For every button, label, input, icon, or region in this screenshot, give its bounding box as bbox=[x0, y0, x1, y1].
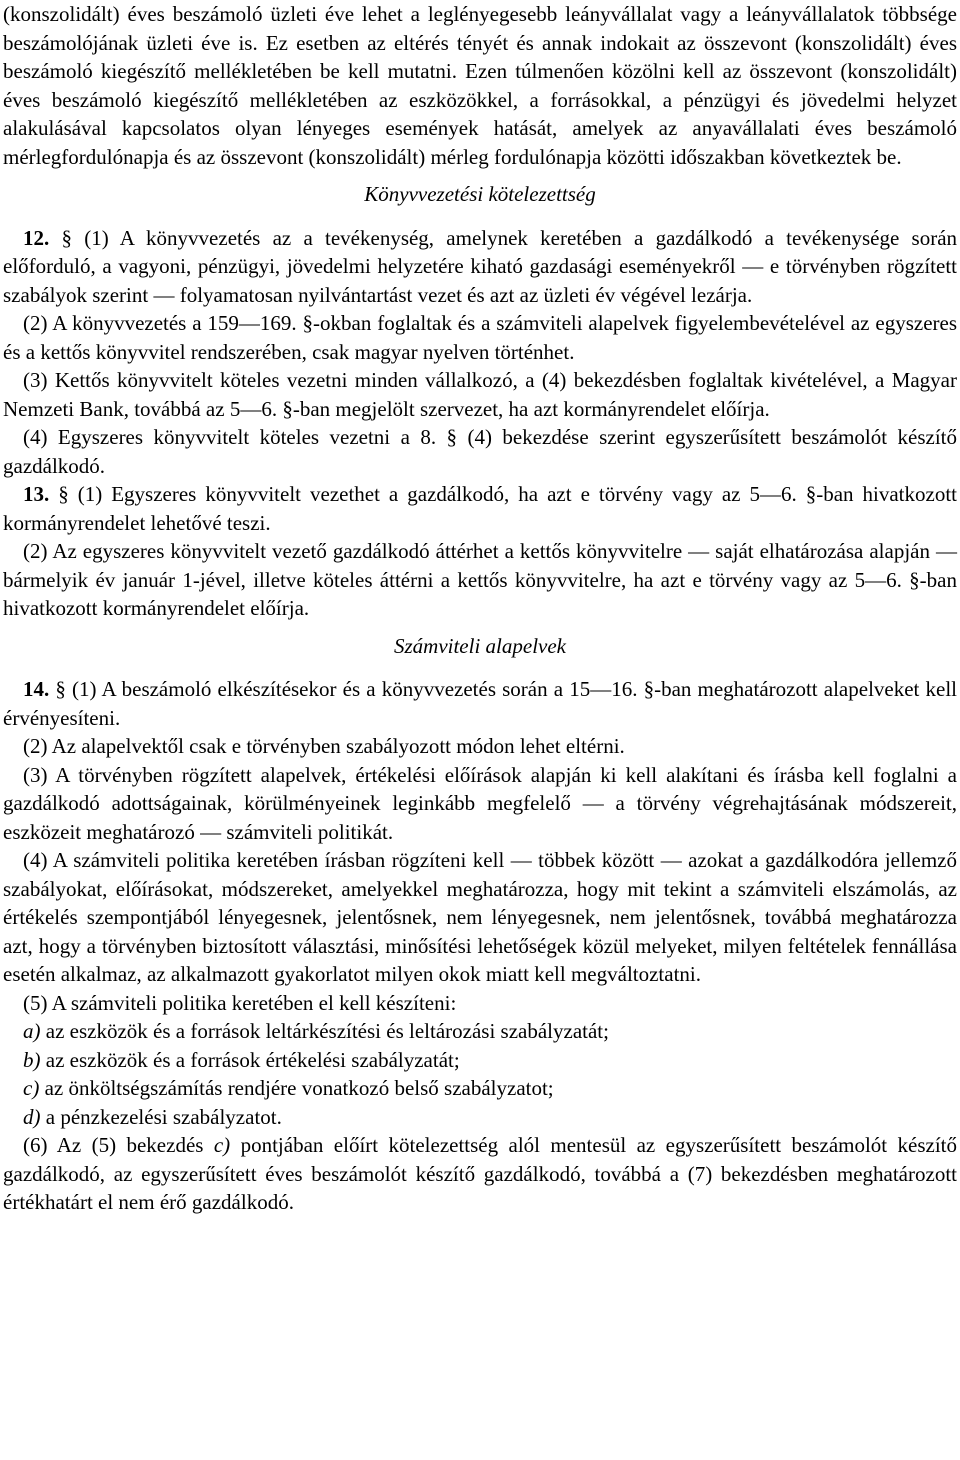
section-14-paragraph-6 bbox=[3, 1131, 957, 1217]
section-12-paragraph-1 bbox=[3, 224, 957, 310]
list-item-b bbox=[3, 1046, 957, 1075]
list-item-b-text: az eszközök és a források értékelési szabályzatát; bbox=[45, 1047, 460, 1072]
section-12-number: 12. bbox=[23, 225, 50, 250]
list-item-c bbox=[3, 1074, 957, 1103]
section-13-paragraph-1-text: § (1) Egyszeres könyvvitelt vezethet a gazdálkodó, ha azt e törvény vagy az 5—6. §-ban hivatkozott kormányrendelet lehetővé teszi. bbox=[3, 482, 957, 535]
list-marker-b: b) bbox=[23, 1047, 41, 1072]
section-12-paragraph-2: (2) A könyvvezetés a 159—169. §-okban foglaltak és a számviteli alapelvek figyelembevételével az egyszeres és a kettős könyvvitel rendszerében, csak magyar nyelven történhet. bbox=[3, 311, 957, 364]
list-item-c-text: az önköltségszámítás rendjére vonatkozó belső szabályzatot; bbox=[44, 1076, 554, 1100]
section-13-paragraph-2: (2) Az egyszeres könyvvitelt vezető gazdálkodó áttérhet a kettős könyvvitelre — saját elhatározása alapján — bármelyik év január 1-jével, illetve köteles áttérni a kettős könyvvitelre, ha azt e törvény vagy az 5—6. §-ban hivatkozott kormányrendelet előírja. bbox=[3, 539, 957, 620]
section-14-number: 14. bbox=[23, 677, 50, 701]
list-marker-d: d) bbox=[23, 1104, 41, 1129]
section-12-paragraph-1-text: § (1) A könyvvezetés az a tevékenység, amelynek keretében a gazdálkodó a tevékenysége során előforduló, a vagyoni, pénzügyi, jövedelmi helyzetére kiható gazdasági eseményekről — e törvényben rögzített szabályok szerint — folyamatosan nyilvántartást vezet és azt az üzleti év végével lezárja. bbox=[3, 225, 958, 307]
section-14-paragraph-5: (5) A számviteli politika keretében el kell készíteni: bbox=[23, 990, 457, 1015]
section-12-paragraph-4: (4) Egyszeres könyvvitelt köteles vezetni a 8. § (4) bekezdése szerint egyszerűsített beszámolót készítő gazdálkodó. bbox=[3, 425, 957, 478]
section-13-number: 13. bbox=[23, 482, 50, 506]
list-item-a-text: az eszközök és a források leltárkészítési és leltározási szabályzatát; bbox=[45, 1019, 609, 1043]
list-marker-a: a) bbox=[23, 1019, 41, 1043]
list-marker-c: c) bbox=[23, 1076, 40, 1100]
section-12-paragraph-3: (3) Kettős könyvvitelt köteles vezetni minden vállalkozó, a (4) bekezdésben foglaltak kivételével, a Magyar Nemzeti Bank, továbbá az 5—6. §-ban megjelölt szervezet, ha azt kormányrendelet előírja. bbox=[3, 368, 957, 421]
list-item-a bbox=[3, 1017, 957, 1046]
section-heading-accounting-principles: Számviteli alapelvek bbox=[393, 633, 567, 658]
list-item-d-text: a pénzkezelési szabályzatot. bbox=[45, 1104, 282, 1129]
section-heading-bookkeeping-obligation: Könyvvezetési kötelezettség bbox=[364, 182, 596, 206]
section-14-paragraph-6-text-a: (6) Az (5) bekezdés bbox=[23, 1133, 204, 1157]
section-14-paragraph-6-marker: c) bbox=[213, 1133, 231, 1157]
paragraph-consolidated-report: (konszolidált) éves beszámoló üzleti éve lehet a leglényegesebb leányvállalat vagy a leányvállalatok többsége beszámolójának üzleti éve is. Ez esetben az eltérés tényét és annak indokait az összevont (konszolidált) éves beszámoló kiegészítő mellékletében be kell mutatni. Ezen túlmenően közölni kell az összevont (konszolidált) éves beszámoló kiegészítő mellékletében az eszközökkel, a forrásokkal, a pénzügyi és jövedelmi helyzet alakulásával kapcsolatos olyan lényeges események hatását, amelyek az anyavállalati éves beszámoló mérlegfordulónapja és az összevont (konszolidált) mérleg fordulónapja közötti időszakban következtek be. bbox=[3, 2, 957, 169]
section-13-paragraph-1 bbox=[3, 480, 957, 537]
section-14-paragraph-6-text-b: pontjában előírt kötelezettség alól mentesül az egyszerűsített beszámolót készítő gazdálkodó, az egyszerűsített éves beszámolót készítő gazdálkodó, továbbá a (7) bekezdésben meghatározott értékhatárt el nem érő gazdálkodó. bbox=[3, 1133, 958, 1214]
section-14-paragraph-2: (2) Az alapelvektől csak e törvényben szabályozott módon lehet eltérni. bbox=[23, 734, 625, 758]
section-14-paragraph-1 bbox=[3, 675, 957, 732]
section-14-paragraph-3: (3) A törvényben rögzített alapelvek, értékelési előírások alapján ki kell alakítani és írásba kell foglalni a gazdálkodó adottságainak, körülményeinek leginkább megfelelő — a törvény végrehajtásának módszereit, eszközeit meghatározó — számviteli politikát. bbox=[3, 762, 957, 844]
section-14-paragraph-1-text: § (1) A beszámoló elkészítésekor és a könyvvezetés során a 15—16. §-ban meghatározott alapelveket kell érvényesíteni. bbox=[3, 677, 957, 730]
list-item-d bbox=[3, 1103, 957, 1132]
section-14-paragraph-4: (4) A számviteli politika keretében írásban rögzíteni kell — többek között — azokat a gazdálkodóra jellemző szabályokat, előírásokat, módszereket, amelyekkel meghatározza, hogy mit tekint a számviteli elszámolás, az értékelés szempontjából lényegesnek, jelentősnek, nem lényegesnek, nem jelentősnek, továbbá meghatározza azt, hogy a törvényben biztosított választási, minősítési lehetőségek közül melyeket, milyen feltételek fennállása esetén alkalmaz, az alkalmazott gyakorlatot milyen okok miatt kell megváltoztatni. bbox=[3, 848, 957, 986]
